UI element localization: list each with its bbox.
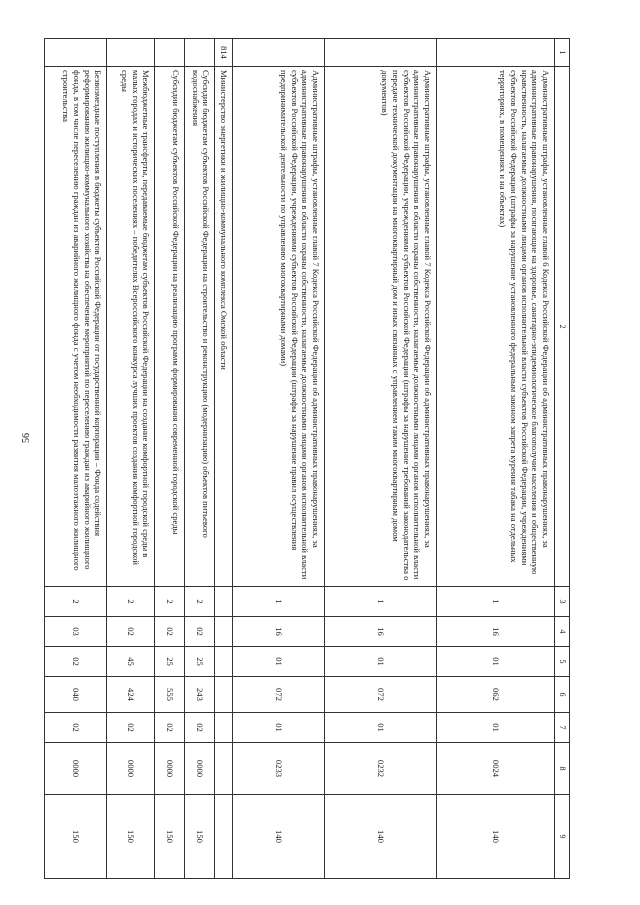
classifier-cell: 01 (325, 713, 437, 743)
description-cell: Субсидии бюджетам субъектов Российской Федерации на реализацию программ формирования современной городской среды (155, 67, 185, 587)
description-cell: Административные штрафы, установленные главой 7 Кодекса Российской Федерации об административных правонарушениях, за административные правонарушения в области охраны собственности, налагаемые должностными лицами органов исполнительной власти субъектов Российской Федерации, учреждениями субъектов Российской Федерации (штрафы за нарушение правил осуществления предпринимательской деятельности по управлению многоквартирными домами) (233, 67, 325, 587)
table-row (233, 39, 325, 879)
classifier-cell: 01 (233, 713, 325, 743)
header-cell: 9 (555, 795, 570, 879)
table-row (325, 39, 437, 879)
code-cell (45, 39, 107, 67)
header-cell: 3 (555, 587, 570, 617)
header-cell: 5 (555, 647, 570, 677)
classifier-cell (215, 647, 233, 677)
code-cell (185, 39, 215, 67)
table-body (45, 39, 570, 879)
classifier-cell: 02 (45, 713, 107, 743)
classifier-cell: 2 (45, 587, 107, 617)
classifier-cell (215, 795, 233, 879)
classifier-cell: 0000 (155, 743, 185, 795)
classifier-cell: 01 (437, 647, 555, 677)
classifier-cell: 16 (437, 617, 555, 647)
classifier-cell (215, 617, 233, 647)
classifier-cell: 1 (437, 587, 555, 617)
classifier-cell (215, 713, 233, 743)
classifier-cell: 040 (45, 677, 107, 713)
classifier-cell: 150 (107, 795, 155, 879)
header-cell: 6 (555, 677, 570, 713)
classifier-cell: 02 (155, 617, 185, 647)
code-cell: 814 (215, 39, 233, 67)
classifier-cell: 02 (45, 647, 107, 677)
code-cell (107, 39, 155, 67)
classifier-cell: 140 (437, 795, 555, 879)
header-cell: 4 (555, 617, 570, 647)
table-row (155, 39, 185, 879)
code-cell (155, 39, 185, 67)
classifier-cell: 02 (107, 617, 155, 647)
classifier-cell (215, 743, 233, 795)
code-cell (437, 39, 555, 67)
header-cell: 8 (555, 743, 570, 795)
classifier-cell: 555 (155, 677, 185, 713)
classifier-cell: 0000 (45, 743, 107, 795)
classifier-cell: 45 (107, 647, 155, 677)
description-cell: Безвозмездные поступления в бюджеты субъектов Российской Федерации от государственной корпорации – Фонда содействия реформированию жилищно-коммунального хозяйства на обеспечение мероприятий по переселению граждан из аварийного жилищного фонда, в том числе переселению граждан из аварийного жилищного фонда с учетом необходимости развития малоэтажного жилищного строительства (45, 67, 107, 587)
classifier-cell: 1 (325, 587, 437, 617)
description-cell: Субсидии бюджетам субъектов Российской Федерации на строительство и реконструкцию (модернизацию) объектов питьевого водоснабжения (185, 67, 215, 587)
header-row (555, 39, 570, 879)
table-row (185, 39, 215, 879)
table-row (437, 39, 555, 879)
classifier-cell: 424 (107, 677, 155, 713)
revenue-classification-table (44, 38, 570, 879)
description-cell: Административные штрафы, установленные главой 7 Кодекса Российской Федерации об административных правонарушениях, за административные правонарушения в области охраны собственности, налагаемые должностными лицами органов исполнительной власти субъектов Российской Федерации, учреждениями субъектов Российской Федерации (штрафы за нарушение требований законодательства о передаче технической документации на многоквартирный дом и иных связанных с управлением таким многоквартирным домом документов) (325, 67, 437, 587)
classifier-cell: 25 (155, 647, 185, 677)
classifier-cell: 02 (185, 617, 215, 647)
classifier-cell: 02 (185, 713, 215, 743)
classifier-cell: 0232 (325, 743, 437, 795)
classifier-cell: 2 (107, 587, 155, 617)
classifier-cell: 0024 (437, 743, 555, 795)
classifier-cell: 01 (325, 647, 437, 677)
classifier-cell: 0000 (107, 743, 155, 795)
classifier-cell: 243 (185, 677, 215, 713)
page-number: 56 (21, 433, 32, 443)
classifier-cell: 02 (107, 713, 155, 743)
header-cell: 2 (555, 67, 570, 587)
description-cell: Министерство энергетики и жилищно-коммунального комплекса Омской области (215, 67, 233, 587)
classifier-cell (215, 587, 233, 617)
code-cell (233, 39, 325, 67)
classifier-cell: 150 (185, 795, 215, 879)
classifier-cell: 0233 (233, 743, 325, 795)
classifier-cell (215, 677, 233, 713)
classifier-cell: 02 (155, 713, 185, 743)
classifier-cell: 01 (233, 647, 325, 677)
section-row (215, 39, 233, 879)
classifier-cell: 150 (45, 795, 107, 879)
header-cell: 7 (555, 713, 570, 743)
classifier-cell: 0000 (185, 743, 215, 795)
classifier-cell: 2 (155, 587, 185, 617)
classifier-cell: 03 (45, 617, 107, 647)
code-cell (325, 39, 437, 67)
classifier-cell: 25 (185, 647, 215, 677)
header-cell: 1 (555, 39, 570, 67)
table-container (50, 38, 570, 878)
classifier-cell: 1 (233, 587, 325, 617)
classifier-cell: 072 (325, 677, 437, 713)
classifier-cell: 140 (233, 795, 325, 879)
classifier-cell: 2 (185, 587, 215, 617)
classifier-cell: 01 (437, 713, 555, 743)
table-row (45, 39, 107, 879)
classifier-cell: 062 (437, 677, 555, 713)
classifier-cell: 150 (155, 795, 185, 879)
table-row (107, 39, 155, 879)
classifier-cell: 16 (325, 617, 437, 647)
classifier-cell: 140 (325, 795, 437, 879)
classifier-cell: 072 (233, 677, 325, 713)
classifier-cell: 16 (233, 617, 325, 647)
description-cell: Межбюджетные трансферты, передаваемые бюджетам субъектов Российской Федерации на создание комфортной городской среды в малых городах и исторических поселениях – победителях Всероссийского конкурса лучших проектов создания комфортной городской среды (107, 67, 155, 587)
description-cell: Административные штрафы, установленные главой 6 Кодекса Российской Федерации об административных правонарушениях, за административные правонарушения, посягающие на здоровье, санитарно-эпидемиологическое благополучие населения и общественную нравственность, налагаемые должностными лицами органов исполнительной власти субъектов Российской Федерации, учреждениями субъектов Российской Федерации (штрафы за нарушение установленного федеральным законом запрета курения табака на отдельных территориях, в помещениях и на объектах) (437, 67, 555, 587)
